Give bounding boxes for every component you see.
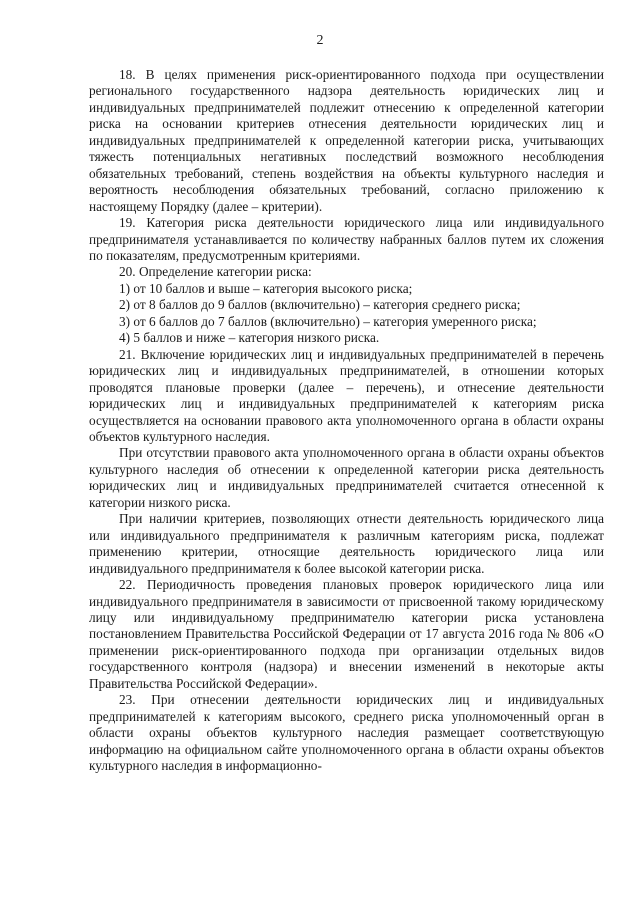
page-number: 2: [316, 33, 324, 48]
paragraph-22: 22. Периодичность проведения плановых проверок юридического лица или индивидуального предпринимателя в зависимости от присвоенной такому юридическому лицу или индивидуальному предпринимателю категории риска установлена постановлением Правительства Российской Федерации от 17 августа 2016 года № 806 «О применении риск-ориентированного подхода при организации отдельных видов государственного контроля (надзора) и внесении изменений в некоторые акты Правительства Российской Федерации».: [89, 577, 604, 691]
risk-category-high: 1) от 10 баллов и выше – категория высокого риска;: [119, 280, 413, 296]
document-body: [89, 67, 604, 774]
paragraph-21-multiple-criteria: При наличии критериев, позволяющих отнести деятельность юридического лица или индивидуального предпринимателя к различным категориям риска, подлежат применению критерии, относящие деятельность юридического лица или индивидуального предпринимателя к более высокой категории риска.: [89, 511, 604, 576]
paragraph-21-absence: При отсутствии правового акта уполномоченного органа в области охраны объектов культурного наследия об отнесении к определенной категории риска деятельность юридических лиц и индивидуальных предпринимателей считается отнесенной к категории низкого риска.: [89, 445, 604, 510]
risk-category-moderate: 3) от 6 баллов до 7 баллов (включительно) – категория умеренного риска;: [119, 313, 537, 329]
risk-category-medium: 2) от 8 баллов до 9 баллов (включительно) – категория среднего риска;: [119, 297, 521, 313]
risk-category-low: 4) 5 баллов и ниже – категория низкого риска.: [119, 330, 380, 346]
paragraph-23: 23. При отнесении деятельности юридических лиц и индивидуальных предпринимателей к категориям высокого, среднего риска уполномоченный орган в области охраны объектов культурного наследия размещает соответствующую информацию на официальном сайте уполномоченного органа в области охраны объектов культурного наследия в информационно-: [89, 692, 604, 774]
paragraph-19: 19. Категория риска деятельности юридического лица или индивидуального предпринимателя устанавливается по количеству набранных баллов путем их сложения по показателям, предусмотренным критериями.: [89, 215, 604, 263]
paragraph-20: 20. Определение категории риска:: [119, 264, 312, 280]
paragraph-21: 21. Включение юридических лиц и индивидуальных предпринимателей в перечень юридических лиц и индивидуальных предпринимателей, в отношении которых проводятся плановые проверки (далее – перечень), и отнесение деятельности юридических лиц и индивидуальных предпринимателей к категориям риска осуществляется на основании правового акта уполномоченного органа в области охраны объектов культурного наследия.: [89, 346, 604, 444]
paragraph-18: 18. В целях применения риск-ориентированного подхода при осуществлении регионального государственного надзора деятельность юридических лиц и индивидуальных предпринимателей подлежит отнесению к определенной категории риска на основании критериев отнесения деятельности юридических лиц и индивидуальных предпринимателей к определенной категории риска, учитывающих тяжесть потенциальных негативных последствий возможного несоблюдения обязательных требований, степень воздействия на объекты культурного наследия и вероятность несоблюдения обязательных требований, согласно приложению к настоящему Порядку (далее – критерии).: [89, 67, 604, 214]
